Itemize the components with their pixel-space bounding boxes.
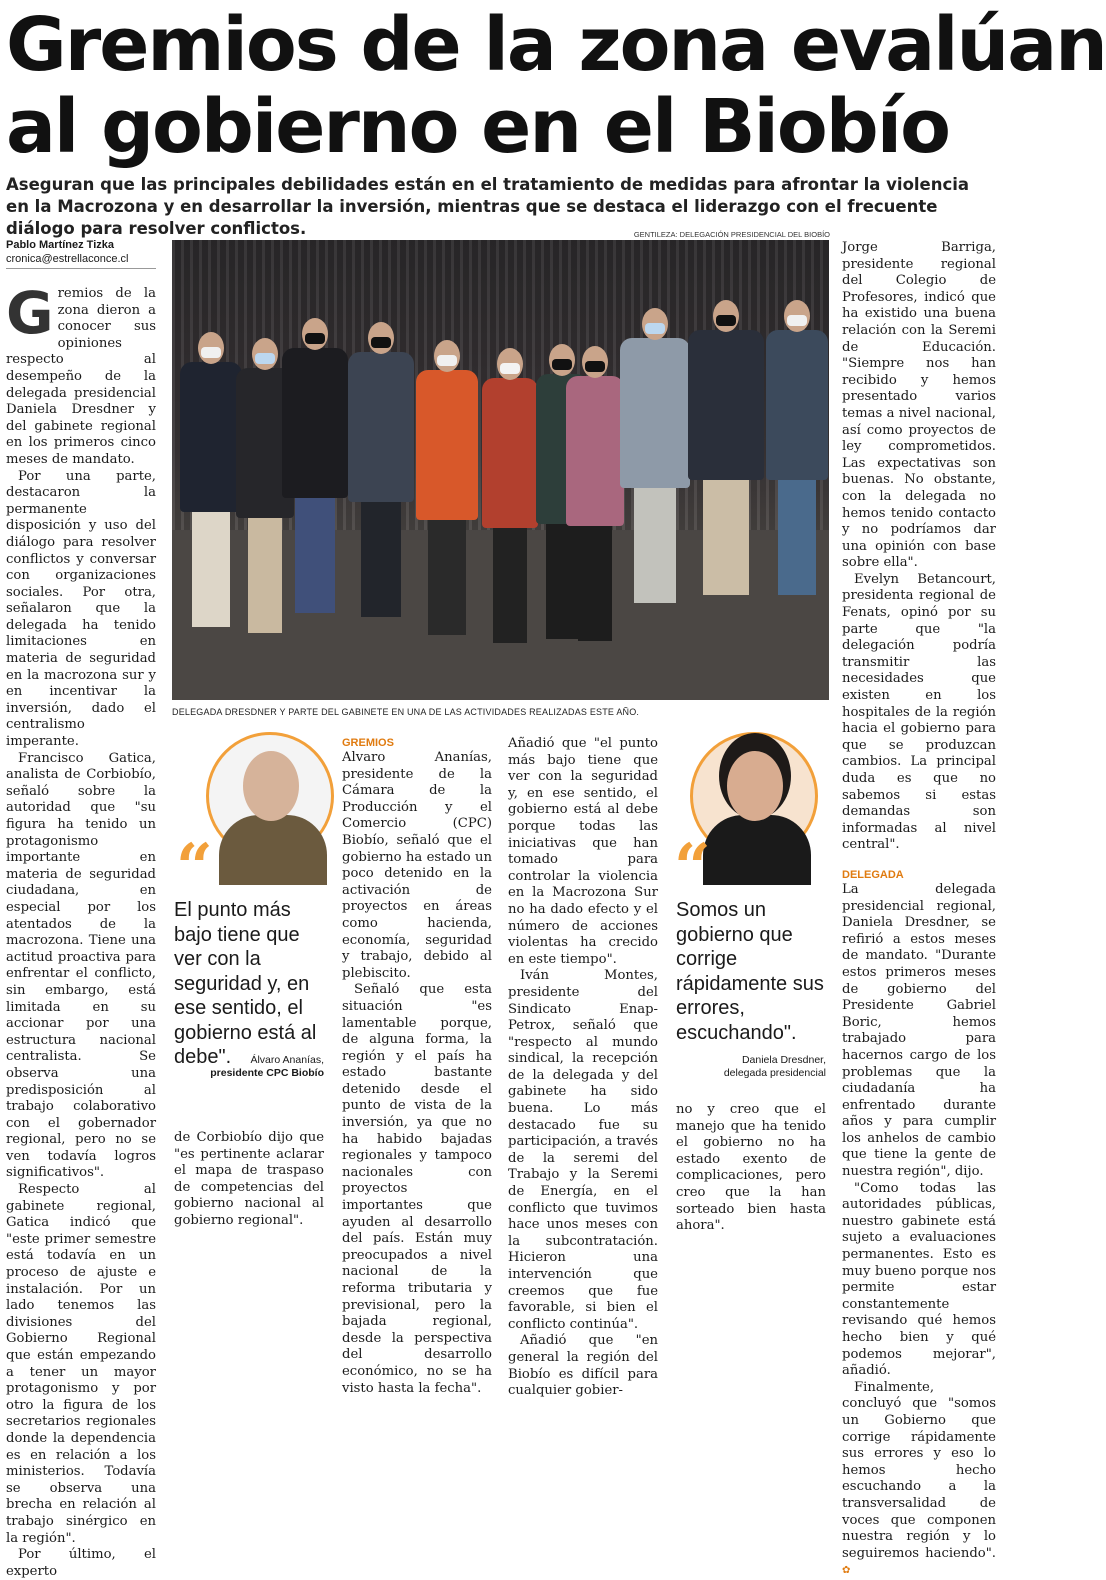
attribution-name: Álvaro Ananías, — [250, 1054, 324, 1066]
person-6 — [482, 348, 538, 623]
photo-caption: DELEGADA DRESDNER Y PARTE DEL GABINETE EN UNA DE LAS ACTIVIDADES REALIZADAS ESTE AÑO. — [172, 707, 640, 717]
col6-paragraph-3: La delegada presidencial regional, Daniela Dresdner, se refirió a estos meses de mandato. "Durante estos primeros meses de gobierno del Presidente Gabriel Boric, hemos trabajado para hacernos cargo de los problemas que la ciudadanía ha enfrentado durante años y para cumplir los anhelos de cambio que tiene la gente de nuestra región", dijo. — [842, 881, 996, 1180]
column-4 — [508, 736, 658, 1400]
col4-paragraph-3: Añadió que "en general la región del Biobío es difícil para cualquier gobier- — [508, 1333, 658, 1399]
col1-paragraph-3: Francisco Gatica, analista de Corbiobío, señaló sobre la autoridad que "su figura ha tenido un protagonismo importante en materia de seguridad ciudadana, en especial por los atentados de la macrozona. Tiene una actitud proactiva para enfrentar el conflicto, sin embargo, está limitada en su accionar por una estructura nacional centralista. Se observa una predisposición al trabajo colaborativo con el gobernador regional, pero no se ven todavía logros significativos". — [6, 750, 156, 1181]
byline-divider — [6, 268, 156, 269]
col1-paragraph-2: Por una parte, destacaron la permanente disposición y uso del diálogo para resolver conflictos y conversar con organizaciones sociales. Por otra, señalaron que la delegada ha tenido limitaciones en materia de seguridad en la macrozona sur y en incentivar la inversión, dado el centralismo imperante. — [6, 468, 156, 750]
end-mark-icon: ✿ — [842, 1565, 851, 1577]
attribution-role: delegada presidencial — [723, 1067, 826, 1079]
column-2-continuation — [174, 1130, 324, 1230]
person-11 — [766, 300, 828, 600]
column-1 — [6, 279, 156, 1580]
author-email[interactable]: cronica@estrellaconce.cl — [6, 253, 129, 265]
section-label-gremios: GREMIOS — [342, 737, 394, 749]
attribution-role: presidente CPC Biobío — [210, 1067, 324, 1079]
person-8 — [566, 346, 624, 626]
quote-mark-icon: “ — [674, 830, 711, 905]
section-label-delegada: DELEGADA — [842, 868, 904, 881]
col6-paragraph-5: Finalmente, concluyó que "somos un Gobierno que corrige rápidamente sus errores y eso lo hemos hecho escuchando a la transversalidad de voces que componen nuestra región y lo seguiremos haciendo". — [842, 1379, 996, 1561]
quote-mark-icon: “ — [176, 830, 213, 905]
column-5-continuation — [676, 1102, 826, 1235]
byline — [6, 238, 156, 266]
col1-paragraph-1: remios de la zona dieron a conocer sus opiniones respecto al desempeño de la delegada presidencial Daniela Dresdner y del gabinete regional en los primeros cinco meses de mandato. — [6, 286, 156, 467]
deck: Aseguran que las principales debilidades están en el tratamiento de medidas para afrontar la violencia en la Macrozona y en desarrollar la inversión, mientras que se destaca el liderazgo con el frecuente diálogo para resolver conflictos. — [6, 175, 970, 238]
column-6 — [842, 240, 996, 1580]
col6-paragraph-2: Evelyn Betancourt, presidenta regional de Fenats, opinó por su parte que "la delegación podría transmitir las necesidades que existen en los hospitales de la región hacia el gobierno para que se produzcan cambios. La principal duda es que no sabemos si estas demandas son informadas al nivel central". — [842, 571, 996, 853]
col4-paragraph-1: Añadió que "el punto más bajo tiene que ver con la seguridad y, en ese sentido, el gobierno está al debe porque todas las iniciativas que han tomado para controlar la violencia en la Macrozona Sur no ha dado efecto y el número de acciones violentas ha crecido en este tiempo". — [508, 736, 658, 967]
col6-paragraph-4: "Como todas las autoridades públicas, nuestro gabinete está sujeto a evaluaciones permanentes. Esto es muy bueno porque nos permite estar constantemente revisando qué hemos hecho bien y qué podemos mejorar", añadió. — [842, 1180, 996, 1379]
column-3 — [342, 736, 492, 1397]
drop-cap: G — [6, 279, 54, 347]
col1-paragraph-5: Por último, el experto — [6, 1547, 156, 1579]
author-name: Pablo Martínez Tizka — [6, 239, 114, 251]
pull-quote-dresdner: Somos un gobierno que corrige rápidamente sus errores, escuchando". — [676, 899, 824, 1044]
attribution-name: Daniela Dresdner, — [741, 1054, 826, 1066]
headline — [6, 2, 1106, 170]
col4-paragraph-2: Iván Montes, presidente del Sindicato Enap-Petrox, señaló que "respecto al mundo sindical, la recepción de la delegada y del gabinete ha sido buena. Lo más destacado fue su participación, a través de la seremi del Trabajo y la Seremi de Energía, en el conflicto que tuvimos hace unos meses con la subcontratación. Hicieron una intervención que creemos que fue favorable, si bien el conflicto continúa". — [508, 968, 658, 1332]
person-3 — [282, 318, 348, 618]
col6-paragraph-1: Jorge Barriga, presidente regional del Colegio de Profesores, indicó que ha existido una buena relación con la Seremi de Educación. "Siempre nos han recibido y hemos presentado varios temas a nivel nacional, así como proyectos de ley comprometidos. Las expectativas son buenas. No obstante, con la delegada no hemos tenido contacto y no podríamos dar una opinión con base sobre ella". — [842, 240, 996, 571]
quote-attribution-ananias — [174, 1054, 324, 1080]
col3-paragraph-2: Señaló que esta situación "es lamentable porque, de alguna forma, la región y el país ha estado bastante detenido desde el punto de vista de la inversión, ya que no ha habido bajadas regionales y tampoco nacionales con proyectos importantes que ayuden al desarrollo del país. Están muy preocupados a nivel nacional de la reforma tributaria y previsional, pero la bajada regional, desde la perspectiva del desarrollo económico, no se ha visto hasta la fecha". — [342, 982, 492, 1396]
photo-credit: GENTILEZA: DELEGACIÓN PRESIDENCIAL DEL BIOBÍO — [633, 230, 830, 239]
headline-line-1: Gremios de la zona evalúan — [6, 2, 1106, 88]
person-9 — [620, 308, 690, 608]
col1-paragraph-4: Respecto al gabinete regional, Gatica indicó que "este primer semestre está todavía en un proceso de ajuste e instalación. Por un lado tenemos las divisiones del Gobierno Regional que están empezando a tener un mayor protagonismo y por otro la figura de los secretarios regionales donde la dependencia es en relación a los ministerios. Todavía se observa una brecha en relación al trabajo sinérgico en la región". — [6, 1182, 156, 1546]
person-1 — [180, 332, 242, 632]
group-photo — [172, 240, 829, 700]
person-5 — [416, 340, 478, 620]
quote-attribution-dresdner — [676, 1054, 826, 1080]
col5-paragraph: no y creo que el manejo que ha tenido el gobierno no ha estado exento de complicaciones, pero creo que la han sorteado bien hasta ahora". — [676, 1102, 826, 1234]
col3-paragraph-1: Alvaro Ananías, presidente de la Cámara de la Producción y el Comercio (CPC) Biobío, señaló que el gobierno ha estado un poco detenido en la activación de proyectos en áreas como hacienda, economía, seguridad y trabajo, debido al plebiscito. — [342, 750, 492, 981]
headline-line-2: al gobierno en el Biobío — [6, 84, 949, 170]
col2-paragraph: de Corbiobío dijo que "es pertinente aclarar el mapa de traspaso de competencias del gobierno nacional al gobierno regional". — [174, 1130, 324, 1228]
person-10 — [688, 300, 764, 600]
portrait-alvaro-ananias — [206, 732, 334, 860]
pull-quote-ananias: El punto más bajo tiene que ver con la seguridad y, en ese sentido, el gobierno está al debe". — [174, 899, 317, 1068]
person-4 — [348, 322, 414, 622]
